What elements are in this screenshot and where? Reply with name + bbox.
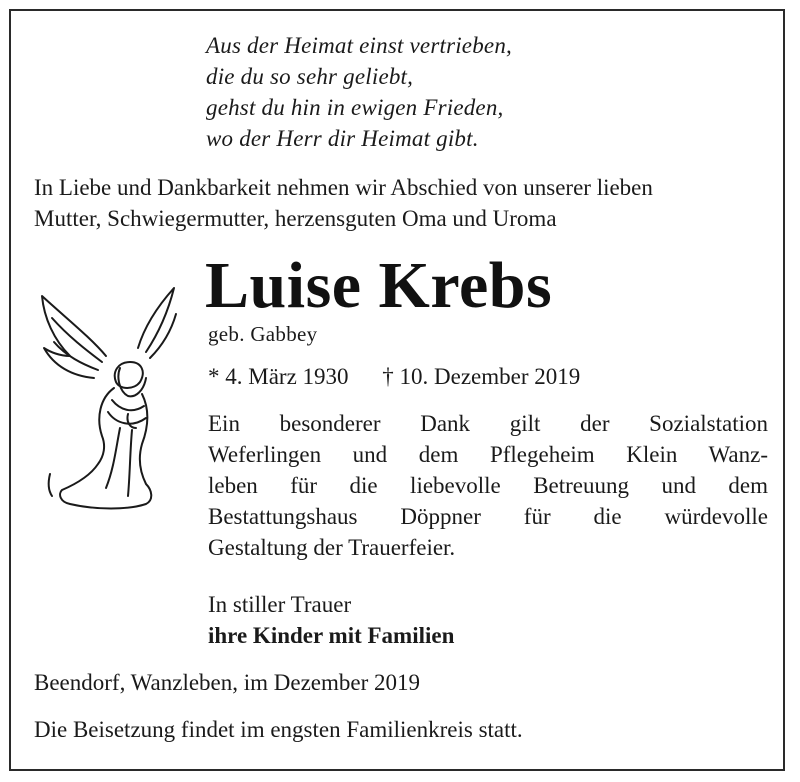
thanks-line: Bestattungshaus Döppner für die würdevolle	[208, 504, 768, 529]
deceased-name: Luise Krebs	[205, 249, 553, 322]
burial-note: Die Beisetzung findet im engsten Familienkreis statt.	[34, 717, 523, 742]
poem-line: Aus der Heimat einst vertrieben,	[206, 33, 512, 58]
intro-line: Mutter, Schwiegermutter, herzensguten Oma und Uroma	[34, 206, 557, 231]
thanks-text	[208, 408, 768, 563]
intro-line: In Liebe und Dankbarkeit nehmen wir Abschied von unserer lieben	[34, 175, 653, 200]
thanks-line: leben für die liebevolle Betreuung und dem	[208, 473, 768, 498]
poem-line: wo der Herr dir Heimat gibt.	[206, 126, 479, 151]
thanks-line: Ein besonderer Dank gilt der Sozialstation	[208, 411, 768, 436]
poem-line: die du so sehr geliebt,	[206, 64, 414, 89]
mourners: ihre Kinder mit Familien	[208, 623, 455, 648]
place-date: Beendorf, Wanzleben, im Dezember 2019	[34, 670, 421, 695]
mourning-block	[208, 589, 454, 651]
birth-date: * 4. März 1930	[208, 364, 349, 389]
intro-text	[34, 172, 653, 234]
thanks-line: Gestaltung der Trauerfeier.	[208, 535, 456, 560]
death-date: † 10. Dezember 2019	[382, 364, 581, 389]
life-dates	[208, 361, 580, 392]
poem	[206, 30, 512, 154]
birth-name: geb. Gabbey	[208, 322, 318, 346]
angel-icon	[36, 278, 186, 518]
mourning-label: In stiller Trauer	[208, 592, 352, 617]
poem-line: gehst du hin in ewigen Frieden,	[206, 95, 504, 120]
thanks-line: Weferlingen und dem Pflegeheim Klein Wanz-	[208, 442, 768, 467]
